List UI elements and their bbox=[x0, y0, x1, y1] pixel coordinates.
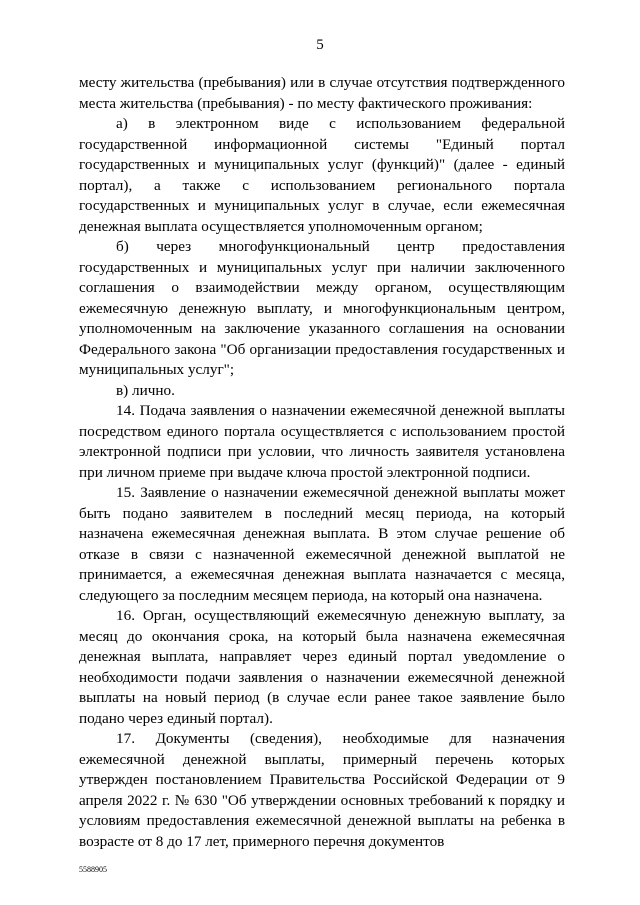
paragraph-14: 14. Подача заявления о назначении ежемесячной денежной выплаты посредством единого портала осуществляется с использованием простой электронной подписи при условии, что личность заявителя установлена при личном приеме при выдаче ключа простой электронной подписи. bbox=[79, 402, 565, 481]
page-number: 5 bbox=[316, 37, 324, 53]
footer-document-code: 5588905 bbox=[79, 865, 107, 874]
paragraph-16: 16. Орган, осуществляющий ежемесячную денежную выплату, за месяц до окончания срока, на который была назначена ежемесячная денежная выплата, направляет через единый портал уведомление о необходимости подачи заявления о назначении ежемесячной денежной выплаты на новый период (в случае если ранее такое заявление было подано через единый портал). bbox=[79, 607, 565, 727]
paragraph-residence-continuation: месту жительства (пребывания) или в случае отсутствия подтвержденного места жительства (пребывания) - по месту фактического проживания: bbox=[79, 74, 565, 112]
document-body bbox=[79, 73, 565, 852]
paragraph-item-a-electronic: а) в электронном виде с использованием федеральной государственной информационной системы "Единый портал государственных и муниципальных услуг (функций)" (далее - единый портал), а также с использованием регионального портала государственных и муниципальных услуг в случае, если ежемесячная денежная выплата осуществляется уполномоченным органом; bbox=[79, 115, 565, 235]
paragraph-17: 17. Документы (сведения), необходимые для назначения ежемесячной денежной выплаты, примерный перечень которых утвержден постановлением Правительства Российской Федерации от 9 апреля 2022 г. № 630 "Об утверждении основных требований к порядку и условиям предоставления ежемесячной денежной выплаты на ребенка в возрасте от 8 до 17 лет, примерного перечня документов bbox=[79, 730, 565, 850]
paragraph-15: 15. Заявление о назначении ежемесячной денежной выплаты может быть подано заявителем в последний месяц периода, на который назначена ежемесячная денежная выплата. В этом случае решение об отказе в связи с назначенной ежемесячной денежной выплатой не принимается, а ежемесячная денежная выплата назначается с месяца, следующего за последним месяцем периода, на который она назначена. bbox=[79, 484, 565, 604]
paragraph-item-b-mfc: б) через многофункциональный центр предоставления государственных и муниципальных услуг при наличии заключенного соглашения о взаимодействии между органом, осуществляющим ежемесячную денежную выплату, и многофункциональным центром, уполномоченным на заключение указанного соглашения на основании Федерального закона "Об организации предоставления государственных и муниципальных услуг"; bbox=[79, 238, 565, 378]
paragraph-item-v-in-person: в) лично. bbox=[116, 381, 175, 399]
